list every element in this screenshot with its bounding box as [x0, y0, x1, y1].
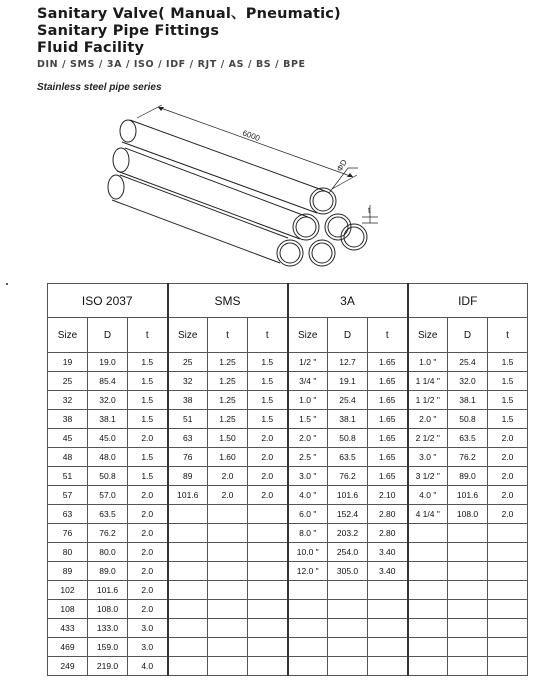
table-cell	[488, 657, 528, 676]
table-row	[48, 467, 528, 486]
table-cell: 2.10	[368, 486, 408, 505]
table-cell: 1 1/2 "	[408, 391, 448, 410]
table-cell	[448, 619, 488, 638]
table-row	[48, 619, 528, 638]
column-header: t	[248, 318, 288, 353]
table-cell: 1.65	[368, 448, 408, 467]
column-header: D	[88, 318, 128, 353]
table-cell	[168, 619, 208, 638]
table-cell	[448, 562, 488, 581]
table-cell: 3.0	[128, 619, 168, 638]
table-cell: 1.25	[208, 410, 248, 429]
pipe-spec-table	[47, 283, 528, 676]
table-row	[48, 600, 528, 619]
table-cell	[368, 657, 408, 676]
table-cell	[208, 619, 248, 638]
table-cell: 4.0 "	[288, 486, 328, 505]
table-cell: 2.80	[368, 505, 408, 524]
table-cell: 63	[168, 429, 208, 448]
table-cell: 2.0 "	[288, 429, 328, 448]
table-cell	[448, 581, 488, 600]
table-cell: 45	[48, 429, 88, 448]
table-cell: 3.0 "	[408, 448, 448, 467]
table-cell: 8.0 "	[288, 524, 328, 543]
table-cell	[288, 600, 328, 619]
standards-line: DIN / SMS / 3A / ISO / IDF / RJT / AS / BS / BPE	[37, 59, 306, 70]
table-cell: 2.0	[248, 448, 288, 467]
pipe-bottom	[112, 175, 288, 263]
table-cell	[248, 657, 288, 676]
table-cell	[288, 657, 328, 676]
table-cell: 1.65	[368, 429, 408, 448]
table-cell: 2.0	[488, 429, 528, 448]
table-cell	[408, 562, 448, 581]
table-cell: 2 1/2 "	[408, 429, 448, 448]
table-cell: 89	[168, 467, 208, 486]
table-cell: 2.0	[128, 543, 168, 562]
table-cell: 249	[48, 657, 88, 676]
table-cell	[448, 543, 488, 562]
table-cell: 1.5	[128, 410, 168, 429]
table-cell: 80.0	[88, 543, 128, 562]
table-cell: 101.6	[448, 486, 488, 505]
table-cell: 57	[48, 486, 88, 505]
table-cell: 1.5	[248, 391, 288, 410]
table-cell: 32.0	[448, 372, 488, 391]
table-cell: 2.0	[128, 562, 168, 581]
table-cell: 50.8	[88, 467, 128, 486]
title-line-1: Sanitary Valve( Manual、Pneumatic)	[37, 6, 341, 22]
table-cell: 108	[48, 600, 88, 619]
table-row	[48, 429, 528, 448]
table-cell: 2.0	[488, 486, 528, 505]
table-cell: 1.65	[368, 372, 408, 391]
table-cell: 80	[48, 543, 88, 562]
table-cell	[248, 600, 288, 619]
table-cell: 76.2	[448, 448, 488, 467]
column-header: t	[368, 318, 408, 353]
table-cell: 63.5	[328, 448, 368, 467]
table-cell: 89.0	[448, 467, 488, 486]
table-cell: 1.5	[488, 353, 528, 372]
table-cell	[208, 562, 248, 581]
table-cell: 6.0 "	[288, 505, 328, 524]
table-cell	[448, 600, 488, 619]
table-cell	[168, 543, 208, 562]
table-cell: 1.5	[248, 353, 288, 372]
table-cell: 108.0	[88, 600, 128, 619]
pipe-top	[122, 120, 325, 213]
table-row	[48, 391, 528, 410]
column-header: D	[448, 318, 488, 353]
table-row	[48, 543, 528, 562]
column-header: Size	[48, 318, 88, 353]
table-cell	[368, 600, 408, 619]
table-cell: 1.25	[208, 391, 248, 410]
table-cell	[328, 581, 368, 600]
table-cell: 38	[168, 391, 208, 410]
table-cell	[328, 638, 368, 657]
table-cell: 1.5	[128, 391, 168, 410]
table-cell: 469	[48, 638, 88, 657]
table-cell: 1.25	[208, 353, 248, 372]
table-cell: 63.5	[448, 429, 488, 448]
table-row	[48, 448, 528, 467]
table-cell	[208, 581, 248, 600]
table-cell	[368, 581, 408, 600]
table-cell: 48	[48, 448, 88, 467]
table-cell	[448, 524, 488, 543]
table-cell	[408, 581, 448, 600]
table-cell: 1 1/4 "	[408, 372, 448, 391]
table-cell	[488, 581, 528, 600]
pipe-drawing	[100, 105, 380, 285]
column-header: t	[488, 318, 528, 353]
table-cell	[288, 619, 328, 638]
table-cell: 1.65	[368, 353, 408, 372]
table-cell	[248, 619, 288, 638]
table-cell: 3.0 "	[288, 467, 328, 486]
table-cell	[208, 524, 248, 543]
table-cell	[408, 524, 448, 543]
table-cell: 51	[48, 467, 88, 486]
column-header: t	[208, 318, 248, 353]
column-header: D	[328, 318, 368, 353]
table-cell: 2.0	[488, 448, 528, 467]
diameter-label: ΦD	[334, 157, 349, 173]
table-cell	[288, 581, 328, 600]
table-cell: 1/2 "	[288, 353, 328, 372]
table-cell: 38.1	[328, 410, 368, 429]
table-cell: 3.40	[368, 543, 408, 562]
table-cell	[248, 543, 288, 562]
table-cell: 152.4	[328, 505, 368, 524]
table-cell: 63	[48, 505, 88, 524]
table-cell: 2.0	[248, 429, 288, 448]
table-cell	[208, 505, 248, 524]
table-cell: 305.0	[328, 562, 368, 581]
table-cell	[448, 638, 488, 657]
table-cell: 1.0 "	[408, 353, 448, 372]
table-cell: 76	[48, 524, 88, 543]
table-cell	[408, 543, 448, 562]
table-cell	[368, 619, 408, 638]
table-cell: 2.0	[208, 486, 248, 505]
table-cell	[248, 638, 288, 657]
table-cell: 45.0	[88, 429, 128, 448]
table-cell: 1.5	[488, 410, 528, 429]
table-cell: 2.0	[128, 505, 168, 524]
table-cell: 1.5	[128, 353, 168, 372]
table-cell	[208, 600, 248, 619]
table-cell: 102	[48, 581, 88, 600]
stray-mark	[6, 283, 8, 285]
table-cell	[368, 638, 408, 657]
table-cell: 76.2	[328, 467, 368, 486]
title-line-3: Fluid Facility	[37, 40, 145, 56]
table-cell: 1.5	[488, 391, 528, 410]
table-cell: 4 1/4 "	[408, 505, 448, 524]
table-cell	[288, 638, 328, 657]
table-cell: 2.80	[368, 524, 408, 543]
table-cell: 1.65	[368, 467, 408, 486]
table-cell: 76	[168, 448, 208, 467]
table-cell: 1.65	[368, 410, 408, 429]
table-cell: 50.8	[448, 410, 488, 429]
table-cell: 1.5	[128, 372, 168, 391]
table-row	[48, 353, 528, 372]
table-cell: 19.0	[88, 353, 128, 372]
table-cell: 38.1	[448, 391, 488, 410]
table-cell: 3 1/2 "	[408, 467, 448, 486]
table-cell: 1.5	[128, 467, 168, 486]
table-cell: 1.0 "	[288, 391, 328, 410]
table-cell: 203.2	[328, 524, 368, 543]
table-cell	[488, 524, 528, 543]
table-cell: 2.0	[248, 467, 288, 486]
table-cell	[168, 505, 208, 524]
table-cell: 38.1	[88, 410, 128, 429]
document-header	[37, 6, 341, 70]
table-cell: 50.8	[328, 429, 368, 448]
table-row	[48, 505, 528, 524]
table-cell: 1.25	[208, 372, 248, 391]
length-label: 6000	[241, 128, 262, 143]
table-cell: 2.0	[128, 429, 168, 448]
table-cell	[328, 619, 368, 638]
table-cell	[208, 543, 248, 562]
pipe-top-far-end	[120, 120, 136, 142]
table-cell: 1.5	[128, 448, 168, 467]
table-cell	[328, 657, 368, 676]
table-cell	[248, 505, 288, 524]
table-cell: 25	[48, 372, 88, 391]
table-cell: 76.2	[88, 524, 128, 543]
table-cell: 25.4	[328, 391, 368, 410]
column-header: Size	[168, 318, 208, 353]
table-cell: 1.5	[488, 372, 528, 391]
table-cell: 12.7	[328, 353, 368, 372]
table-cell	[408, 619, 448, 638]
table-cell: 219.0	[88, 657, 128, 676]
table-cell: 38	[48, 410, 88, 429]
table-cell: 48.0	[88, 448, 128, 467]
table-cell: 3/4 "	[288, 372, 328, 391]
table-cell: 108.0	[448, 505, 488, 524]
table-row	[48, 486, 528, 505]
group-header-sms: SMS	[168, 284, 288, 318]
table-cell	[488, 562, 528, 581]
table-cell	[488, 619, 528, 638]
table-cell: 101.6	[328, 486, 368, 505]
table-cell: 159.0	[88, 638, 128, 657]
table-cell: 2.0	[248, 486, 288, 505]
table-cell: 1.5	[248, 410, 288, 429]
table-cell	[168, 524, 208, 543]
table-cell	[488, 543, 528, 562]
table-cell: 2.0	[208, 467, 248, 486]
table-cell	[488, 600, 528, 619]
table-cell: 32.0	[88, 391, 128, 410]
table-cell: 1.5 "	[288, 410, 328, 429]
table-cell	[248, 581, 288, 600]
table-cell: 85.4	[88, 372, 128, 391]
table-cell: 2.0	[488, 467, 528, 486]
table-cell: 433	[48, 619, 88, 638]
table-cell: 19.1	[328, 372, 368, 391]
column-header: t	[128, 318, 168, 353]
table-cell: 1.50	[208, 429, 248, 448]
table-cell: 254.0	[328, 543, 368, 562]
group-header-iso: ISO 2037	[48, 284, 168, 318]
table-cell: 19	[48, 353, 88, 372]
table-cell: 2.0	[128, 486, 168, 505]
table-cell: 101.6	[88, 581, 128, 600]
table-cell	[408, 638, 448, 657]
table-row	[48, 524, 528, 543]
table-cell: 57.0	[88, 486, 128, 505]
group-header-3a: 3A	[288, 284, 408, 318]
table-cell: 2.0	[128, 581, 168, 600]
table-cell	[208, 657, 248, 676]
thickness-label: t	[368, 206, 371, 215]
table-cell: 101.6	[168, 486, 208, 505]
table-cell: 1.60	[208, 448, 248, 467]
table-cell: 2.0 "	[408, 410, 448, 429]
table-cell	[248, 524, 288, 543]
table-cell: 89	[48, 562, 88, 581]
title-line-2: Sanitary Pipe Fittings	[37, 23, 220, 39]
table-cell: 4.0	[128, 657, 168, 676]
table-row	[48, 410, 528, 429]
table-cell: 2.5 "	[288, 448, 328, 467]
table-row	[48, 372, 528, 391]
table-cell: 25.4	[448, 353, 488, 372]
table-cell: 4.0 "	[408, 486, 448, 505]
table-cell: 10.0 "	[288, 543, 328, 562]
table-cell: 32	[168, 372, 208, 391]
column-header-row	[48, 318, 528, 353]
group-header-row	[48, 284, 528, 318]
table-cell	[168, 638, 208, 657]
table-cell: 2.0	[488, 505, 528, 524]
group-header-idf: IDF	[408, 284, 528, 318]
table-cell	[248, 562, 288, 581]
table-cell: 133.0	[88, 619, 128, 638]
table-cell	[168, 562, 208, 581]
table-row	[48, 638, 528, 657]
table-cell	[168, 581, 208, 600]
table-cell: 89.0	[88, 562, 128, 581]
table-cell	[488, 638, 528, 657]
table-cell: 32	[48, 391, 88, 410]
table-row	[48, 562, 528, 581]
table-cell	[168, 600, 208, 619]
column-header: Size	[288, 318, 328, 353]
table-cell	[408, 657, 448, 676]
column-header: Size	[408, 318, 448, 353]
table-cell: 63.5	[88, 505, 128, 524]
pipe-middle	[117, 148, 308, 239]
table-cell: 2.0	[128, 600, 168, 619]
table-cell: 51	[168, 410, 208, 429]
table-cell: 2.0	[128, 524, 168, 543]
pipe-top-near-end	[310, 188, 336, 214]
table-row	[48, 657, 528, 676]
table-cell: 25	[168, 353, 208, 372]
table-cell: 12.0 "	[288, 562, 328, 581]
table-cell	[408, 600, 448, 619]
table-cell: 1.65	[368, 391, 408, 410]
table-cell	[168, 657, 208, 676]
table-cell	[448, 657, 488, 676]
series-title: Stainless steel pipe series	[37, 82, 162, 93]
table-row	[48, 581, 528, 600]
table-cell: 1.5	[248, 372, 288, 391]
table-cell	[208, 638, 248, 657]
table-cell: 3.40	[368, 562, 408, 581]
table-cell	[328, 600, 368, 619]
table-cell: 3.0	[128, 638, 168, 657]
